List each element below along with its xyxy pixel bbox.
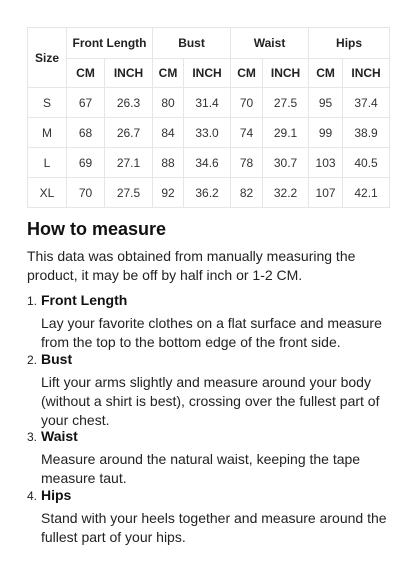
table-row: [28, 148, 390, 178]
table-cell: 27.5: [105, 178, 153, 208]
table-cell: 38.9: [343, 118, 390, 148]
unit-inch: INCH: [343, 59, 390, 88]
step-number: 2.: [27, 353, 38, 367]
table-cell: 67: [67, 88, 105, 118]
table-cell: 36.2: [184, 178, 231, 208]
step-description: Stand with your heels together and measure around the fullest part of your hips.: [41, 510, 387, 545]
header-waist: Waist: [231, 28, 309, 59]
table-cell: 107: [309, 178, 343, 208]
step-description: Measure around the natural waist, keeping the tape measure taut.: [41, 451, 361, 486]
measure-intro: This data was obtained from manually measuring the product, it may be off by half inch or 1-2 CM.: [27, 248, 356, 283]
header-front-length: Front Length: [67, 28, 153, 59]
table-cell: 29.1: [263, 118, 309, 148]
table-cell: 69: [67, 148, 105, 178]
size-label: M: [28, 118, 67, 148]
table-cell: 30.7: [263, 148, 309, 178]
unit-cm: CM: [309, 59, 343, 88]
table-cell: 70: [231, 88, 263, 118]
step-title: Front Length: [41, 292, 128, 308]
table-cell: 26.3: [105, 88, 153, 118]
unit-cm: CM: [67, 59, 105, 88]
table-cell: 92: [153, 178, 184, 208]
table-row: [28, 88, 390, 118]
step-number: 3.: [27, 430, 38, 444]
table-cell: 31.4: [184, 88, 231, 118]
table-cell: 33.0: [184, 118, 231, 148]
table-cell: 84: [153, 118, 184, 148]
size-label: L: [28, 148, 67, 178]
step-number: 4.: [27, 489, 38, 503]
table-cell: 27.5: [263, 88, 309, 118]
step-title: Bust: [41, 351, 73, 367]
table-cell: 42.1: [343, 178, 390, 208]
header-bust: Bust: [153, 28, 231, 59]
step-description: Lay your favorite clothes on a flat surface and measure from the top to the bottom edge of the front side.: [41, 315, 382, 350]
table-cell: 34.6: [184, 148, 231, 178]
table-cell: 74: [231, 118, 263, 148]
table-row: [28, 118, 390, 148]
table-row: [28, 178, 390, 208]
table-cell: 37.4: [343, 88, 390, 118]
table-cell: 40.5: [343, 148, 390, 178]
table-cell: 78: [231, 148, 263, 178]
unit-cm: CM: [153, 59, 184, 88]
size-header: Size: [28, 28, 67, 88]
how-to-measure-title: How to measure: [27, 219, 167, 239]
table-cell: 26.7: [105, 118, 153, 148]
table-cell: 82: [231, 178, 263, 208]
table-cell: 88: [153, 148, 184, 178]
step-description: Lift your arms slightly and measure around your body (without a shirt is best), crossing over the fullest part of your chest.: [41, 374, 380, 428]
unit-inch: INCH: [263, 59, 309, 88]
table-cell: 80: [153, 88, 184, 118]
step-title: Hips: [41, 487, 72, 503]
unit-cm: CM: [231, 59, 263, 88]
table-cell: 103: [309, 148, 343, 178]
size-label: S: [28, 88, 67, 118]
step-number: 1.: [27, 294, 38, 308]
size-label: XL: [28, 178, 67, 208]
header-hips: Hips: [309, 28, 390, 59]
unit-inch: INCH: [184, 59, 231, 88]
table-cell: 68: [67, 118, 105, 148]
table-cell: 95: [309, 88, 343, 118]
size-table: [27, 27, 390, 208]
table-cell: 99: [309, 118, 343, 148]
step-title: Waist: [41, 428, 78, 444]
unit-inch: INCH: [105, 59, 153, 88]
table-cell: 27.1: [105, 148, 153, 178]
table-cell: 32.2: [263, 178, 309, 208]
table-cell: 70: [67, 178, 105, 208]
